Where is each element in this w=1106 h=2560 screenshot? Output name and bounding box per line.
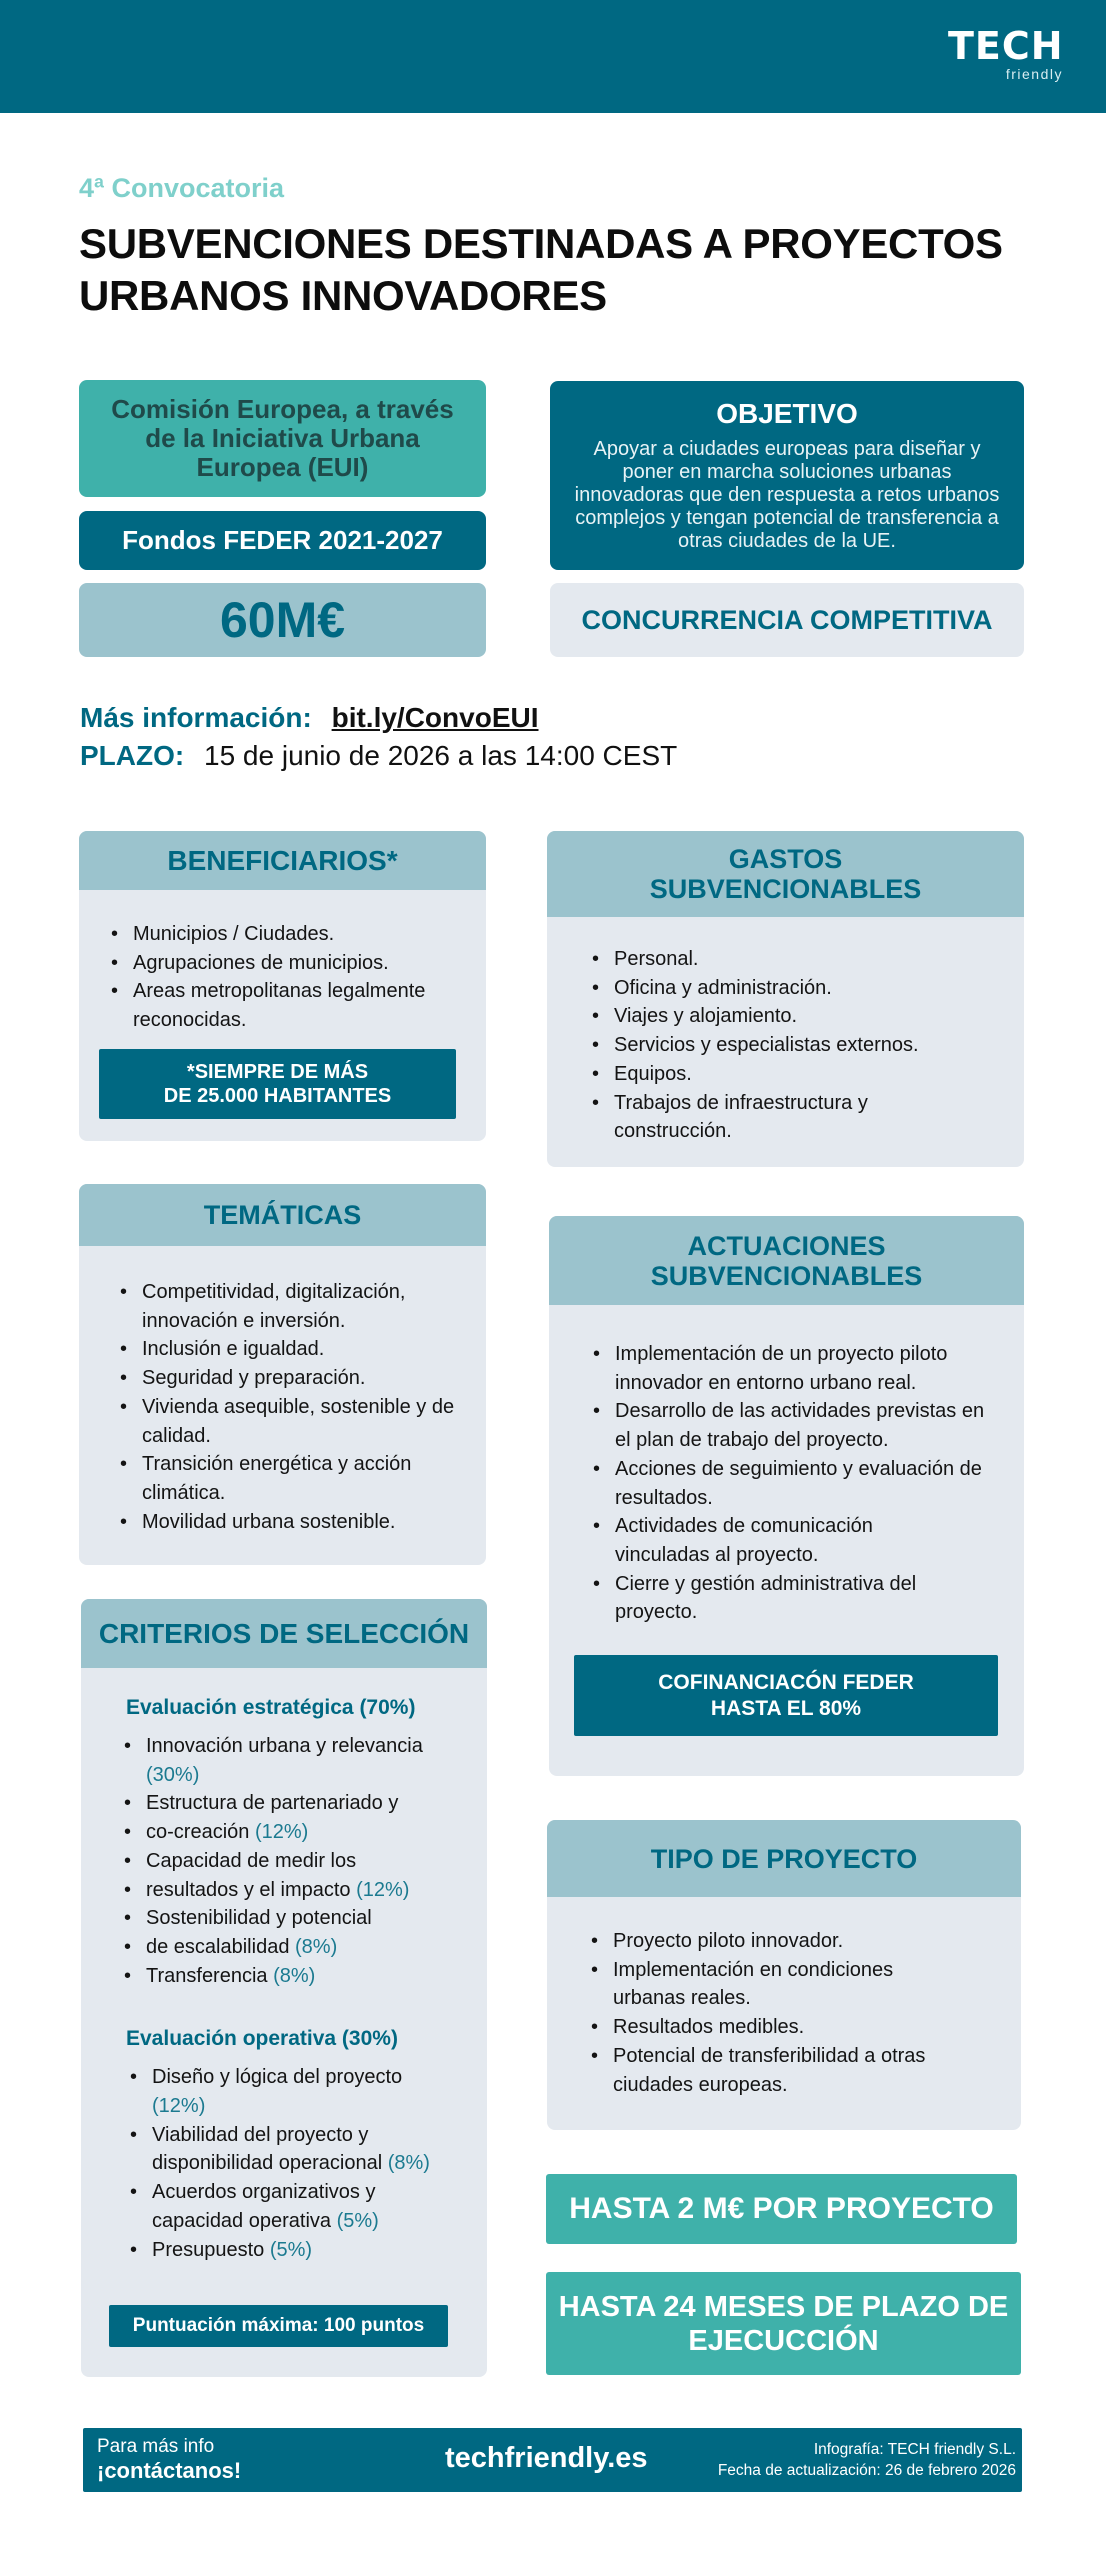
list-item: • Vivienda asequible, sostenible y de calidad. xyxy=(142,1393,462,1450)
list-item xyxy=(146,1904,487,1933)
list-item xyxy=(152,2121,462,2178)
footer-credit: Infografía: TECH friendly S.L. xyxy=(813,2441,1016,2458)
objetivo-title: OBJETIVO xyxy=(716,398,858,429)
beneficiarios-list xyxy=(133,920,486,1035)
page-title: SUBVENCIONES DESTINADAS A PROYECTOS URBANOS INNOVADORES xyxy=(79,220,1003,319)
list-item: • Implementación de un proyecto piloto innovador en entorno urbano real. xyxy=(615,1340,1000,1397)
objetivo-box xyxy=(550,381,1024,570)
list-item xyxy=(146,1933,487,1962)
list-item xyxy=(152,2178,462,2235)
more-info-label: Más información: xyxy=(80,702,312,733)
criterion-text: resultados y el impacto xyxy=(146,1878,351,1901)
techfriendly-logo xyxy=(948,26,1063,82)
criterion-weight: (30%) xyxy=(146,1763,200,1786)
more-info-line xyxy=(80,702,539,734)
population-note-line1: *SIEMPRE DE MÁS xyxy=(186,1061,369,1083)
tematicas-card xyxy=(79,1184,486,1565)
logo-main-text: TECH xyxy=(948,24,1064,68)
list-item: • Servicios y especialistas externos. xyxy=(614,1031,1024,1060)
criterion-text: co-creación xyxy=(146,1821,250,1844)
fondos-text: Fondos FEDER 2021-2027 xyxy=(122,525,443,555)
list-item: • Oficina y administración. xyxy=(614,974,1024,1003)
population-note xyxy=(99,1049,456,1119)
modalidad-text: CONCURRENCIA COMPETITIVA xyxy=(581,604,993,635)
organismo-text: Comisión Europea, a través de la Iniciativa Urbana Europea (EUI) xyxy=(111,394,454,482)
list-item: • Cierre y gestión administrativa del proyecto. xyxy=(615,1570,985,1627)
gastos-title-line2: SUBVENCIONABLES xyxy=(649,874,922,904)
criterios-header xyxy=(81,1599,487,1668)
criterion-text: Transferencia xyxy=(146,1964,268,1987)
list-item: • Proyecto piloto innovador. xyxy=(613,1927,983,1956)
fondos-box xyxy=(79,511,486,570)
list-item: • Agrupaciones de municipios. xyxy=(133,949,486,978)
list-item: • Implementación en condiciones urbanas reales. xyxy=(613,1956,933,2013)
criterios-card xyxy=(81,1599,487,2377)
gastos-title-line1: GASTOS xyxy=(728,844,843,874)
header-band xyxy=(0,0,1106,113)
criterion-weight: (12%) xyxy=(356,1878,410,1901)
list-item: • Inclusión e igualdad. xyxy=(142,1335,462,1364)
more-info-link[interactable]: bit.ly/ConvoEUI xyxy=(331,702,539,733)
max-score-badge xyxy=(109,2305,448,2347)
footer-website-link[interactable]: techfriendly.es xyxy=(445,2442,648,2474)
gastos-header xyxy=(547,831,1024,917)
evaluacion-operativa-list xyxy=(152,2063,462,2264)
list-item: • Trabajos de infraestructura y construcción. xyxy=(614,1089,944,1146)
tematicas-title: TEMÁTICAS xyxy=(203,1200,362,1230)
tipo-proyecto-list xyxy=(613,1927,983,2099)
evaluacion-estrategica-title: Evaluación estratégica (70%) xyxy=(126,1696,416,1719)
gastos-card xyxy=(547,831,1024,1167)
criterion-weight: (12%) xyxy=(254,1821,309,1844)
list-item: • Actividades de comunicación vinculadas al proyecto. xyxy=(615,1512,925,1569)
list-item: • Movilidad urbana sostenible. xyxy=(142,1508,462,1537)
footer-updated: Fecha de actualización: 26 de febrero 2026 xyxy=(717,2462,1016,2479)
tematicas-header xyxy=(79,1184,486,1246)
evaluacion-estrategica-list xyxy=(146,1732,487,1990)
footer-cta xyxy=(97,2435,241,2483)
criterion-text: Presupuesto xyxy=(152,2238,265,2261)
list-item xyxy=(152,2063,462,2120)
deadline-line xyxy=(80,740,677,772)
criterion-weight: (12%) xyxy=(152,2095,206,2118)
footer-credits xyxy=(718,2439,1016,2481)
list-item: • Competitividad, digitalización, innovación e inversión. xyxy=(142,1278,462,1335)
modalidad-box xyxy=(550,583,1024,657)
evaluacion-operativa-title: Evaluación operativa (30%) xyxy=(126,2027,398,2051)
deadline-value: 15 de junio de 2026 a las 14:00 CEST xyxy=(204,740,678,771)
list-item xyxy=(146,1818,487,1847)
execution-period-text: HASTA 24 MESES DE PLAZO DE EJECUCCIÓN xyxy=(558,2290,1009,2357)
criterion-text: Capacidad de medir los xyxy=(146,1849,357,1872)
list-item: • Personal. xyxy=(614,945,1024,974)
footer-cta-line2[interactable]: ¡contáctanos! xyxy=(97,2458,242,2483)
list-item: • Equipos. xyxy=(614,1060,1024,1089)
actuaciones-header xyxy=(549,1216,1024,1305)
list-item: • Desarrollo de las actividades previstas en el plan de trabajo del proyecto. xyxy=(615,1397,1000,1454)
criterion-weight: (8%) xyxy=(387,2152,430,2175)
objetivo-text: Apoyar a ciudades europeas para diseñar y poner en marcha soluciones urbanas innovadoras que den respuesta a retos urbanos complejos y tengan potencial de transferencia a otras ciudades de la UE. xyxy=(574,438,1000,552)
list-item xyxy=(146,1962,487,1991)
beneficiarios-header xyxy=(79,831,486,890)
cofinanciacion-line2: HASTA EL 80% xyxy=(710,1696,862,1720)
list-item: • Potencial de transferibilidad a otras ciudades europeas. xyxy=(613,2042,983,2099)
actuaciones-title-line2: SUBVENCIONABLES xyxy=(650,1260,923,1291)
list-item: • Municipios / Ciudades. xyxy=(133,920,486,949)
execution-period-box xyxy=(546,2272,1021,2375)
footer-cta-line1: Para más info xyxy=(97,2436,215,2457)
list-item xyxy=(152,2236,462,2265)
criterion-text: Diseño y lógica del proyecto xyxy=(152,2066,403,2089)
list-item: • Acciones de seguimiento y evaluación de resultados. xyxy=(615,1455,1000,1512)
cofinanciacion-line1: COFINANCIACÓN FEDER xyxy=(658,1670,914,1694)
criterios-title: CRITERIOS DE SELECCIÓN xyxy=(98,1617,470,1649)
organismo-box xyxy=(79,380,486,497)
criterion-text: Acuerdos organizativos y capacidad operativa xyxy=(152,2181,376,2232)
criterion-text: Sostenibilidad y potencial xyxy=(146,1907,372,1930)
beneficiarios-card xyxy=(79,831,486,1141)
criterion-weight: (5%) xyxy=(336,2209,379,2232)
list-item xyxy=(146,1732,487,1789)
criterion-weight: (8%) xyxy=(295,1935,338,1958)
criterion-text: Estructura de partenariado y xyxy=(146,1792,399,1815)
tipo-proyecto-header xyxy=(547,1820,1021,1897)
beneficiarios-title: BENEFICIARIOS* xyxy=(167,844,398,876)
max-per-project-text: HASTA 2 M€ POR PROYECTO xyxy=(569,2192,994,2225)
list-item: • Seguridad y preparación. xyxy=(142,1364,462,1393)
budget-amount: 60M€ xyxy=(219,592,346,648)
max-per-project-box xyxy=(546,2174,1017,2244)
logo-sub-text: friendly xyxy=(1005,66,1063,82)
tematicas-list xyxy=(142,1278,462,1536)
max-score-text: Puntuación máxima: 100 puntos xyxy=(132,2315,425,2336)
list-item xyxy=(146,1847,487,1876)
criterion-text: Viabilidad del proyecto y disponibilidad operacional xyxy=(152,2123,383,2175)
list-item: • Resultados medibles. xyxy=(613,2013,983,2042)
actuaciones-title-line1: ACTUACIONES xyxy=(687,1230,886,1261)
criterion-weight: (5%) xyxy=(269,2238,313,2261)
footer-bar xyxy=(83,2428,1022,2492)
tipo-proyecto-card xyxy=(547,1820,1021,2130)
budget-box xyxy=(79,583,486,657)
call-number: 4ª Convocatoria xyxy=(79,173,285,203)
deadline-label: PLAZO: xyxy=(80,740,185,771)
criterion-text: de escalabilidad xyxy=(146,1935,290,1958)
list-item xyxy=(146,1789,487,1818)
criterion-weight: (8%) xyxy=(273,1964,316,1987)
cofinanciacion-box xyxy=(574,1655,998,1736)
list-item: • Areas metropolitanas legalmente reconocidas. xyxy=(133,977,486,1034)
gastos-list xyxy=(614,945,1024,1146)
list-item xyxy=(146,1876,487,1905)
population-note-line2: DE 25.000 HABITANTES xyxy=(163,1085,392,1107)
criterion-text: Innovación urbana y relevancia xyxy=(146,1735,423,1757)
list-item: • Viajes y alojamiento. xyxy=(614,1002,1024,1031)
actuaciones-card xyxy=(549,1216,1024,1776)
actuaciones-list xyxy=(615,1340,1000,1627)
list-item: • Transición energética y acción climática. xyxy=(142,1450,462,1507)
tipo-proyecto-title: TIPO DE PROYECTO xyxy=(650,1843,918,1874)
